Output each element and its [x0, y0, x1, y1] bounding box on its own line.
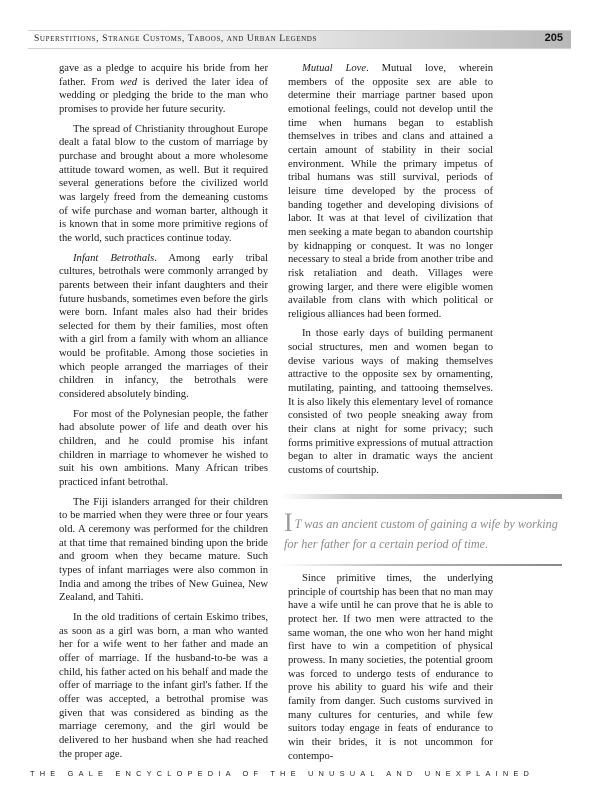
pull-quote — [280, 494, 562, 566]
left-column — [59, 62, 268, 767]
paragraph: For most of the Polynesian people, the father had absolute power of life and death over his children, and he could promise his infant children in marriage to whomever he wished to suit his own ambitions. Many African tribes practiced infant betrothal. — [59, 408, 268, 489]
pull-quote-drop-cap: I — [284, 508, 293, 537]
right-column — [288, 62, 493, 484]
pull-quote-rule-top — [280, 494, 562, 499]
book-title-footer: THE GALE ENCYCLOPEDIA OF THE UNUSUAL AND UNEXPLAINED — [30, 769, 535, 778]
paragraph: Since primitive times, the underlying principle of courtship has been that no man may have a wife until he can prove that he is able to protect her. If two men were attracted to the same woman, the one who won her hand might first have to win a competition of physical prowess. In many societies, the potential groom was forced to undergo tests of endurance to prove his ability to guard his wife and their family from danger. Such customs survived in many cultures for centuries, and while few suitors today engage in feats of endurance to win their brides, it is not uncommon for contempo- — [288, 573, 493, 762]
paragraph: The spread of Christianity throughout Europe dealt a fatal blow to the custom of marriage by purchase and brought about a more wholesome attitude toward women, as well. But it required several generations before the civilized world was largely freed from the demeaning customs of wife purchase and woman barter, although it is known that in some more primitive regions of the world, such practices continue today. — [59, 123, 268, 244]
section-heading: Infant Betrothals — [73, 252, 155, 264]
paragraph: In the old traditions of certain Eskimo tribes, as soon as a girl was born, a man who wanted her for a wife went to her father and made an offer of marriage. If the husband-to-be was a child, his father acted on his behalf and made the offer of marriage to the infant girl's father. If the offer was accepted, a betrothal promise was given that was considered as binding as the marriage ceremony, and the girl would be delivered to her husband when she had reached the proper age. — [59, 611, 268, 760]
pull-quote-rule-bottom — [280, 564, 562, 566]
running-header — [28, 30, 571, 49]
right-column-continued — [288, 572, 493, 769]
paragraph: The Fiji islanders arranged for their children to be married when they were three or four years old. A ceremony was performed for the children at that time that remained binding upon the bride and groom when they became mature. Such types of infant marriages were also common in India and among the tribes of New Guinea, New Zealand, and Tahiti. — [59, 496, 268, 604]
running-title: Superstitions, Strange Customs, Taboos, and Urban Legends — [34, 33, 317, 44]
paragraph: Infant Betrothals. Among early tribal cultures, betrothals were commonly arranged by parents between their infant daughters and their future husbands, sometimes even before the girls were born. Infant males also had their brides selected for them by their families, most often with a girl from a family with whom an alliance would be profitable. Among those societies in which people arranged the marriages of their children in infancy, the betrothals were considered absolutely binding. — [59, 252, 268, 401]
paragraph: In those early days of building permanent social structures, men and women began to devise various ways of making themselves attractive to the opposite sex by ornamenting, mutilating, painting, and tattooing themselves. It is also likely this elementary level of romance consisted of two people sneaking away from their clans at night for some privacy; such forms primitive expressions of mutual attraction began to alter in dramatic ways the ancient customs of courtship. — [288, 328, 493, 477]
pull-quote-text: I T was an ancient custom of gaining a wife by working for her father for a certain period of time. — [284, 508, 558, 551]
page-number: 205 — [544, 32, 563, 44]
paragraph: Mutual Love. Mutual love, wherein members of the opposite sex are able to determine their marriage partner based upon emotional feelings, could not develop until the time when humans began to establish themselves in tribes and clans and attained a certain amount of stability in their social environment. While the primary impetus of tribal humans was still survival, periods of leisure time developed by the process of banding together and developing divisions of labor. It was at that level of civilization that men seeking a mate began to abandon courtship by kidnapping or conquest. It was no longer necessary to steal a bride from another tribe and risk retaliation and death. Villages were growing larger, and there were eligible women available from clans with which political or religious alliances had been formed. — [288, 63, 494, 320]
paragraph: gave as a pledge to acquire his bride from her father. From wed is derived the later idea of wedding or pledging the bride to the man who promises to provide her future security. — [59, 63, 268, 115]
section-heading: Mutual Love — [302, 63, 367, 74]
